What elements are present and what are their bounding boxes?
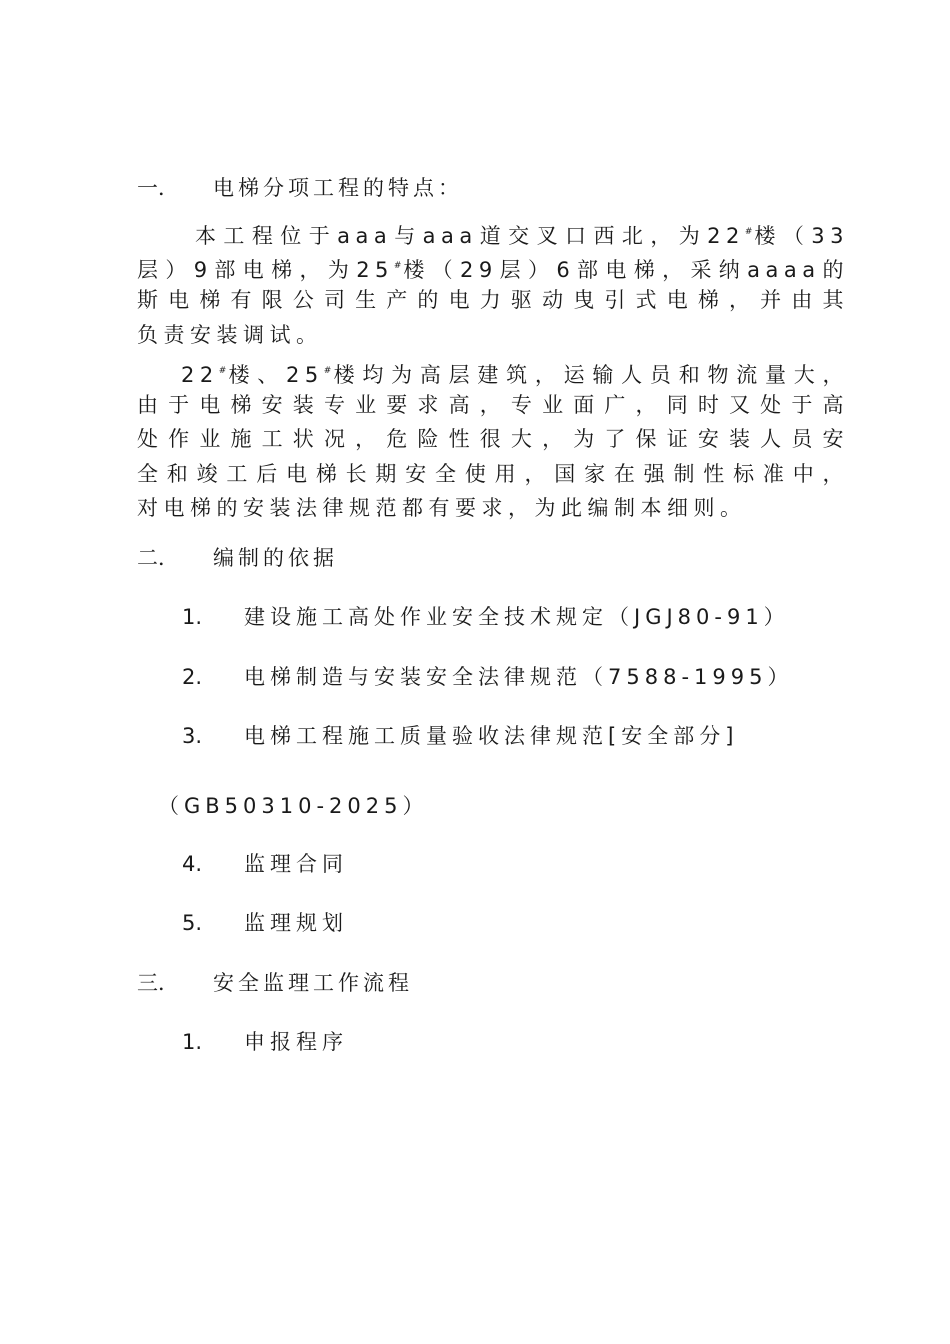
basis-item-1: [182, 601, 790, 631]
paragraph-line: 由于电梯安装专业要求高，专业面广，同时又处于高: [137, 393, 849, 418]
paragraph-line: 22#楼、25#楼均为高层建筑，运输人员和物流量大，: [181, 363, 849, 387]
section-heading-3: [137, 967, 413, 997]
paragraph-line: 对电梯的安装法律规范都有要求，为此编制本细则。: [137, 495, 747, 520]
item-text: 电梯制造与安装安全法律规范（7588-1995）: [244, 665, 794, 689]
section-title: 编制的依据: [213, 546, 338, 570]
paragraph-line: 处作业施工状况，危险性很大，为了保证安装人员安: [137, 427, 849, 452]
section-number: 二．: [137, 546, 179, 570]
section-title: 电梯分项工程的特点：: [213, 176, 463, 200]
paragraph-2: [137, 354, 849, 525]
paragraph-1: [137, 215, 849, 352]
item-number: 1.: [182, 605, 203, 629]
basis-item-2: [182, 661, 793, 691]
item-text: 监理合同: [244, 852, 348, 876]
paragraph-line: 层）9部电梯，为25#楼（29层）6部电梯，采纳aaaa的: [137, 258, 849, 283]
section-title: 安全监理工作流程: [213, 971, 413, 995]
paragraph-line: 本工程位于aaa与aaa道交叉口西北，为22#楼（33: [195, 224, 849, 248]
item-number: 2.: [182, 665, 203, 689]
basis-item-3: [182, 720, 738, 750]
item-number: 4.: [182, 852, 203, 876]
section-heading-2: [137, 542, 338, 572]
section-heading-1: [137, 172, 463, 202]
item-text: 建设施工高处作业安全技术规定（JGJ80-91）: [244, 605, 790, 629]
basis-item-5: [182, 907, 348, 937]
paragraph-line: 斯电梯有限公司生产的电力驱动曳引式电梯，并由其: [137, 288, 849, 313]
item-text: 申报程序: [244, 1030, 348, 1054]
item-number: 5.: [182, 911, 203, 935]
workflow-item-1: [182, 1026, 348, 1056]
item-text: 电梯工程施工质量验收法律规范[安全部分]: [244, 724, 739, 748]
item-text: （GB50310-2025）: [158, 794, 429, 818]
section-number: 一．: [137, 176, 179, 200]
item-number: 3.: [182, 724, 203, 748]
basis-item-4: [182, 848, 348, 878]
item-text: 监理规划: [244, 911, 348, 935]
paragraph-line: 全和竣工后电梯长期安全使用，国家在强制性标准中，: [137, 461, 849, 486]
section-number: 三．: [137, 971, 179, 995]
basis-item-3-continuation: [158, 790, 429, 820]
item-number: 1.: [182, 1030, 203, 1054]
paragraph-line: 负责安装调试。: [137, 322, 323, 347]
